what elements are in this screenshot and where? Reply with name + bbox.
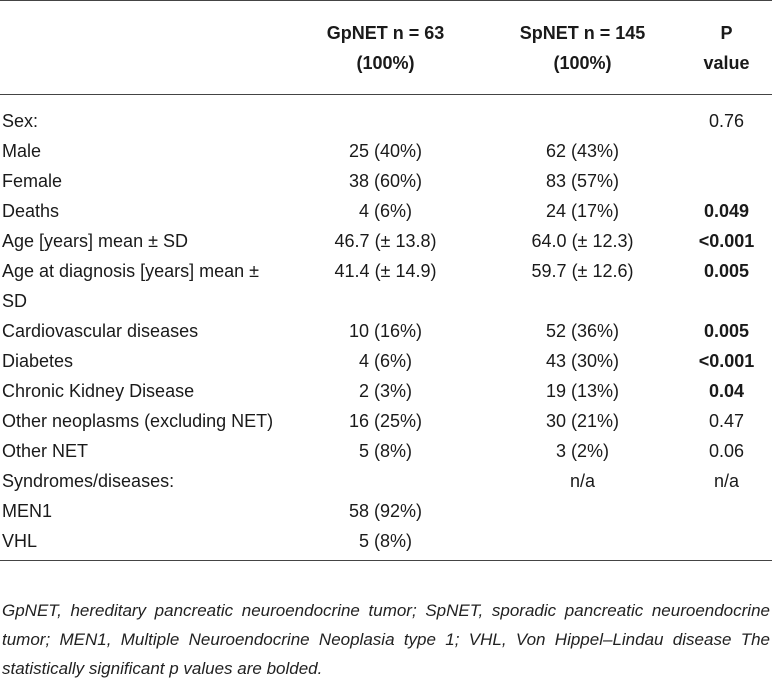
p-value: 0.049 [703,201,750,221]
row-label: Chronic Kidney Disease [2,381,195,401]
header-spnet-line1: SpNET n = 145 [519,22,646,43]
gpnet-value: 2 (3%) [358,381,412,401]
spnet-value: 62 (43%) [545,141,620,161]
row-label: Diabetes [2,351,74,371]
row-label: Sex: [2,111,39,131]
table-row [0,166,772,196]
gpnet-value [287,466,484,496]
gpnet-value: 4 (6%) [358,351,412,371]
p-value: n/a [713,471,740,491]
gpnet-value: 41.4 (± 14.9) [334,261,437,281]
table-body [0,95,772,561]
spnet-value: 43 (30%) [545,351,620,371]
table-row [0,406,772,436]
spnet-value [484,95,681,137]
gpnet-value: 38 (60%) [348,171,423,191]
spnet-value: 24 (17%) [545,201,620,221]
spnet-value: 59.7 (± 12.6) [531,261,634,281]
gpnet-value: 58 (92%) [348,501,423,521]
p-value: 0.005 [703,321,750,341]
spnet-value: 64.0 (± 12.3) [531,231,634,251]
row-label: Male [2,141,42,161]
table-row [0,496,772,526]
gpnet-value [287,95,484,137]
row-label: Deaths [2,201,60,221]
p-value: 0.04 [708,381,745,401]
table-row [0,526,772,561]
p-value: <0.001 [698,351,755,371]
p-value: 0.06 [708,441,745,461]
header-p-line2: value [703,52,750,73]
row-label: Age [years] mean ± SD [2,231,188,251]
table-row [0,376,772,406]
table-row [0,196,772,226]
row-label: VHL [2,531,38,551]
gpnet-value: 5 (8%) [358,441,412,461]
header-gpnet [287,1,484,95]
row-label: Age at diagnosis [years] mean ± SD [2,261,260,311]
table-row [0,256,772,316]
p-value: 0.47 [708,411,745,431]
p-value: 0.76 [708,111,745,131]
table-header-row [0,1,772,95]
p-value [681,496,772,526]
p-value [681,526,772,561]
table-row [0,466,772,496]
table-row [0,316,772,346]
row-label: Syndromes/diseases: [2,471,175,491]
table-footnote: GpNET, hereditary pancreatic neuroendocrine tumor; SpNET, sporadic pancreatic neuroendocrine tumor; MEN1, Multiple Neuroendocrine Neoplasia type 1; VHL, Von Hippel–Lindau disease The statistically significant p values are bolded. [2,601,770,678]
header-p-line1: P [720,22,733,43]
row-label: Cardiovascular diseases [2,321,199,341]
spnet-value: 3 (2%) [555,441,609,461]
header-label [0,1,287,95]
p-value: 0.005 [703,261,750,281]
spnet-value [484,526,681,561]
gpnet-value: 46.7 (± 13.8) [334,231,437,251]
spnet-value [484,496,681,526]
spnet-value: 52 (36%) [545,321,620,341]
spnet-value: 83 (57%) [545,171,620,191]
row-label: Other neoplasms (excluding NET) [2,411,274,431]
gpnet-value: 25 (40%) [348,141,423,161]
table-row [0,95,772,137]
header-p-value [681,1,772,95]
p-value [681,166,772,196]
header-spnet-line2: (100%) [553,52,612,73]
table-row [0,136,772,166]
p-value [681,136,772,166]
row-label: Female [2,171,63,191]
table-row [0,436,772,466]
header-gpnet-line2: (100%) [356,52,415,73]
gpnet-value: 10 (16%) [348,321,423,341]
gpnet-value: 4 (6%) [358,201,412,221]
spnet-value: n/a [569,471,596,491]
row-label: MEN1 [2,501,53,521]
header-spnet [484,1,681,95]
gpnet-value: 5 (8%) [358,531,412,551]
spnet-value: 19 (13%) [545,381,620,401]
gpnet-value: 16 (25%) [348,411,423,431]
table-row [0,346,772,376]
header-gpnet-line1: GpNET n = 63 [326,22,445,43]
table-row [0,226,772,256]
p-value: <0.001 [698,231,755,251]
spnet-value: 30 (21%) [545,411,620,431]
row-label: Other NET [2,441,89,461]
